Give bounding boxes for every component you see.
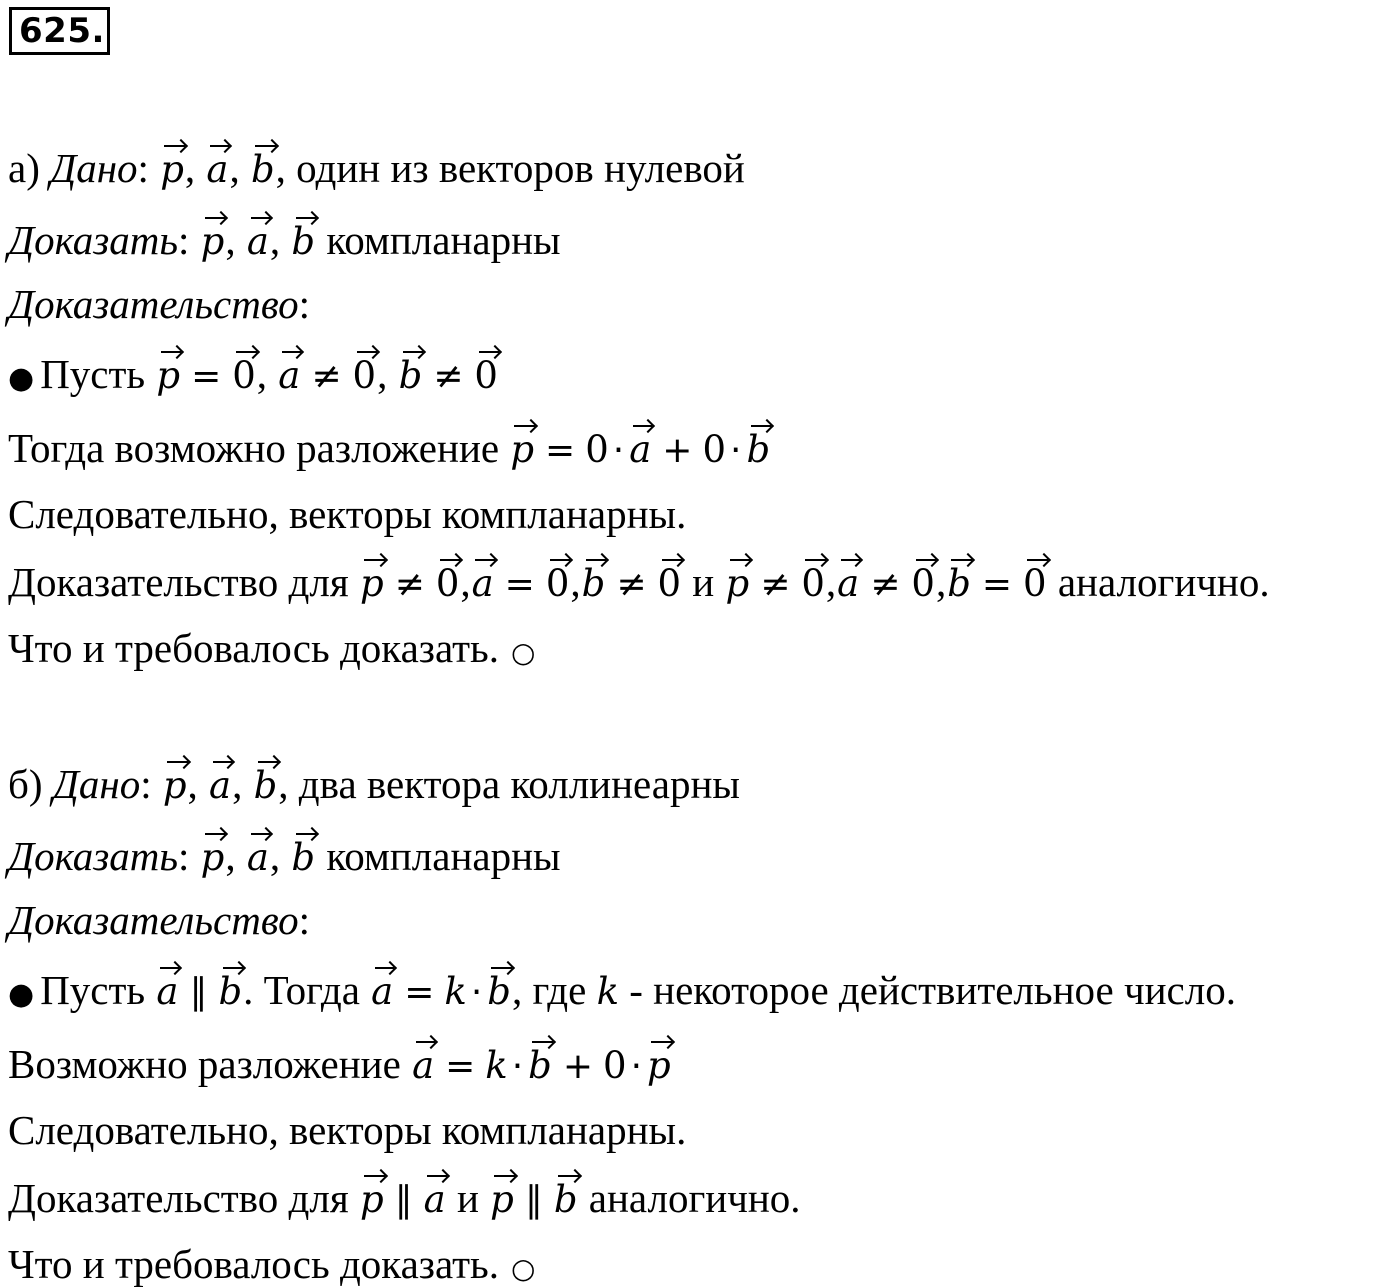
vector-p: p <box>200 220 225 263</box>
bullet-icon: ● <box>8 361 35 396</box>
prove-text: компланарны <box>326 217 561 263</box>
part-b-prove-line: Доказать: p, a, b компланарны <box>8 833 561 879</box>
given-label: Дано <box>50 145 138 191</box>
prove-label: Доказать <box>8 833 179 879</box>
given-text: , один из векторов нулевой <box>275 145 745 191</box>
bullet-icon: ● <box>8 977 35 1012</box>
qed-icon: ○ <box>511 636 536 669</box>
vector-b: b <box>250 148 275 191</box>
vector-b: b <box>291 220 316 263</box>
part-a-label: а) <box>8 145 40 191</box>
part-b-label: б) <box>8 761 43 807</box>
part-a-prove-line: Доказать: p, a, b компланарны <box>8 217 561 263</box>
part-b-line5: Что и требовалось доказать. ○ <box>8 1241 536 1287</box>
vector-a: a <box>206 148 229 191</box>
part-a-line1: ● Пусть p = 0, a ≠ 0, b ≠ 0 <box>8 351 498 397</box>
part-a-line2: Тогда возможно разложение p = 0 · a + 0 · b <box>8 425 771 471</box>
part-a-line4: Доказательство для p ≠ 0,a = 0,b ≠ 0 и p ≠ 0,a ≠ 0,b = 0 аналогично. <box>8 559 1270 605</box>
part-b-line4: Доказательство для p ∥ a и p ∥ b аналогично. <box>8 1175 801 1221</box>
proof-label: Доказательство <box>8 897 299 943</box>
vector-p: p <box>160 148 184 191</box>
part-a-given-line: а) Дано: p, a, b, один из векторов нулевой <box>8 145 745 191</box>
proof-label: Доказательство <box>8 281 299 327</box>
qed-icon: ○ <box>511 1252 536 1285</box>
part-a-proof-label-line: Доказательство: <box>8 281 311 327</box>
part-a-line5: Что и требовалось доказать. ○ <box>8 625 536 671</box>
prove-label: Доказать <box>8 217 179 263</box>
given-label: Дано <box>52 761 141 807</box>
part-b-line1: ● Пусть a ∥ b. Тогда a = k · b, где k - некоторое действительное число. <box>8 967 1236 1013</box>
part-b-line2: Возможно разложение a = k · b + 0 · p <box>8 1041 671 1087</box>
vector-a: a <box>246 220 269 263</box>
prove-text: компланарны <box>326 833 561 879</box>
given-text: , два вектора коллинеарны <box>278 761 740 807</box>
part-b-proof-label-line: Доказательство: <box>8 897 311 943</box>
part-a-line3: Следовательно, векторы компланарны. <box>8 491 687 537</box>
problem-number: 625. <box>9 7 110 55</box>
part-b-given-line: б) Дано: p, a, b, два вектора коллинеарны <box>8 761 740 807</box>
part-b-line3: Следовательно, векторы компланарны. <box>8 1107 687 1153</box>
